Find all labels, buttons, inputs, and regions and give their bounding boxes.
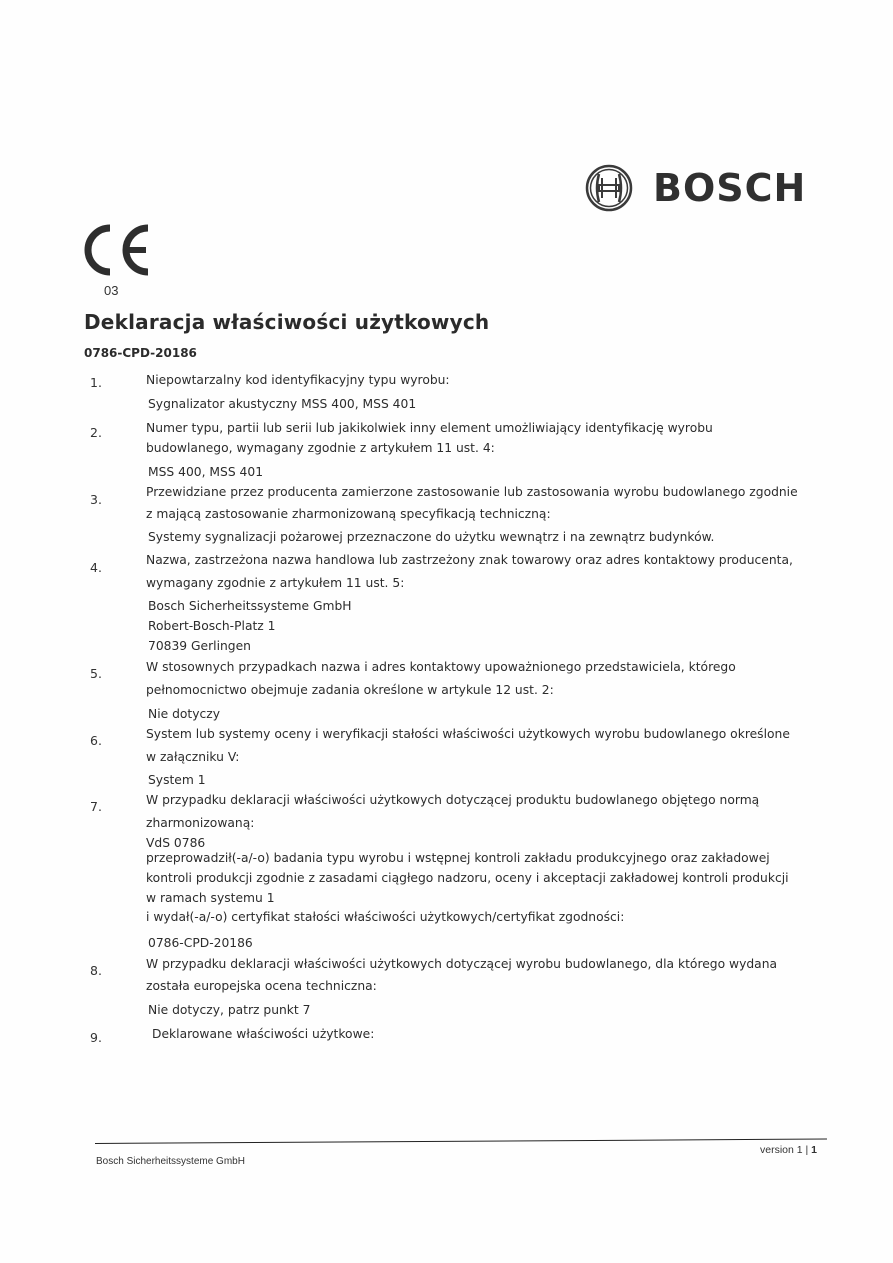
bosch-armature-icon bbox=[585, 164, 633, 212]
item-value: Bosch Sicherheitssysteme GmbH bbox=[148, 599, 352, 613]
item-number: 8. bbox=[90, 963, 102, 978]
footer-company: Bosch Sicherheitssysteme GmbH bbox=[96, 1156, 245, 1167]
item-text: Numer typu, partii lub serii lub jakikolwiek inny element umożliwiający identyfikację wyrobu bbox=[146, 421, 713, 435]
item-number: 4. bbox=[90, 560, 102, 575]
item-number: 7. bbox=[90, 799, 102, 814]
item-text: zharmonizowaną: bbox=[146, 816, 255, 830]
item-text: Przewidziane przez producenta zamierzone zastosowanie lub zastosowania wyrobu budowlanego zgodnie bbox=[146, 485, 798, 499]
item-text: Nazwa, zastrzeżona nazwa handlowa lub zastrzeżony znak towarowy oraz adres kontaktowy producenta, bbox=[146, 553, 793, 567]
version-label: version 1 | bbox=[760, 1144, 812, 1156]
page-number: 1 bbox=[811, 1144, 818, 1156]
item-value: Robert-Bosch-Platz 1 bbox=[148, 619, 276, 633]
item-value: 70839 Gerlingen bbox=[148, 639, 251, 653]
item-text: pełnomocnictwo obejmuje zadania określone w artykule 12 ust. 2: bbox=[146, 683, 554, 697]
item-value: MSS 400, MSS 401 bbox=[148, 465, 264, 479]
item-text: W stosownych przypadkach nazwa i adres kontaktowy upoważnionego przedstawiciela, którego bbox=[146, 660, 736, 674]
footer-divider bbox=[95, 1139, 827, 1144]
item-value: Nie dotyczy bbox=[148, 707, 221, 721]
item-text: VdS 0786 bbox=[146, 836, 206, 850]
item-text: W przypadku deklaracji właściwości użytkowych dotyczącej produktu budowlanego objętego normą bbox=[146, 793, 760, 807]
item-text: została europejska ocena techniczna: bbox=[146, 979, 377, 993]
item-text: z mającą zastosowanie zharmonizowaną specyfikacją techniczną: bbox=[146, 507, 551, 521]
item-text: Niepowtarzalny kod identyfikacyjny typu wyrobu: bbox=[146, 373, 450, 387]
item-text: wymagany zgodnie z artykułem 11 ust. 5: bbox=[146, 576, 405, 590]
item-value: System 1 bbox=[148, 773, 206, 787]
brand-name: BOSCH bbox=[653, 166, 807, 210]
document-code: 0786-CPD-20186 bbox=[84, 346, 197, 360]
item-number: 5. bbox=[90, 666, 102, 681]
item-number: 9. bbox=[90, 1030, 102, 1045]
item-number: 1. bbox=[90, 375, 102, 390]
item-text: budowlanego, wymagany zgodnie z artykułem 11 ust. 4: bbox=[146, 441, 495, 455]
item-text: i wydał(-a/-o) certyfikat stałości właściwości użytkowych/certyfikat zgodności: bbox=[146, 910, 625, 924]
ce-mark-icon bbox=[82, 224, 154, 276]
item-value: Systemy sygnalizacji pożarowej przeznaczone do użytku wewnątrz i na zewnątrz budynków. bbox=[148, 530, 715, 544]
item-number: 6. bbox=[90, 733, 102, 748]
item-number: 2. bbox=[90, 425, 102, 440]
item-text: Deklarowane właściwości użytkowe: bbox=[152, 1027, 375, 1041]
item-value: Nie dotyczy, patrz punkt 7 bbox=[148, 1003, 311, 1017]
item-value: 0786-CPD-20186 bbox=[148, 936, 253, 950]
item-value: Sygnalizator akustyczny MSS 400, MSS 401 bbox=[148, 397, 417, 411]
footer-version bbox=[760, 1144, 817, 1156]
bosch-logo bbox=[585, 162, 806, 214]
item-text: w ramach systemu 1 bbox=[146, 891, 275, 905]
notified-body-number: 03 bbox=[104, 283, 119, 298]
item-text: W przypadku deklaracji właściwości użytkowych dotyczącej wyrobu budowlanego, dla którego wydana bbox=[146, 957, 778, 971]
item-text: kontroli produkcji zgodnie z zasadami ciągłego nadzoru, oceny i akceptacji zakładowej kontroli produkcji bbox=[146, 871, 789, 885]
item-text: przeprowadził(-a/-o) badania typu wyrobu i wstępnej kontroli zakładu produkcyjnego oraz zakładowej bbox=[146, 851, 770, 865]
item-number: 3. bbox=[90, 492, 102, 507]
item-text: System lub systemy oceny i weryfikacji stałości właściwości użytkowych wyrobu budowlanego określone bbox=[146, 727, 790, 741]
document-title: Deklaracja właściwości użytkowych bbox=[84, 310, 490, 334]
item-text: w załączniku V: bbox=[146, 750, 240, 764]
